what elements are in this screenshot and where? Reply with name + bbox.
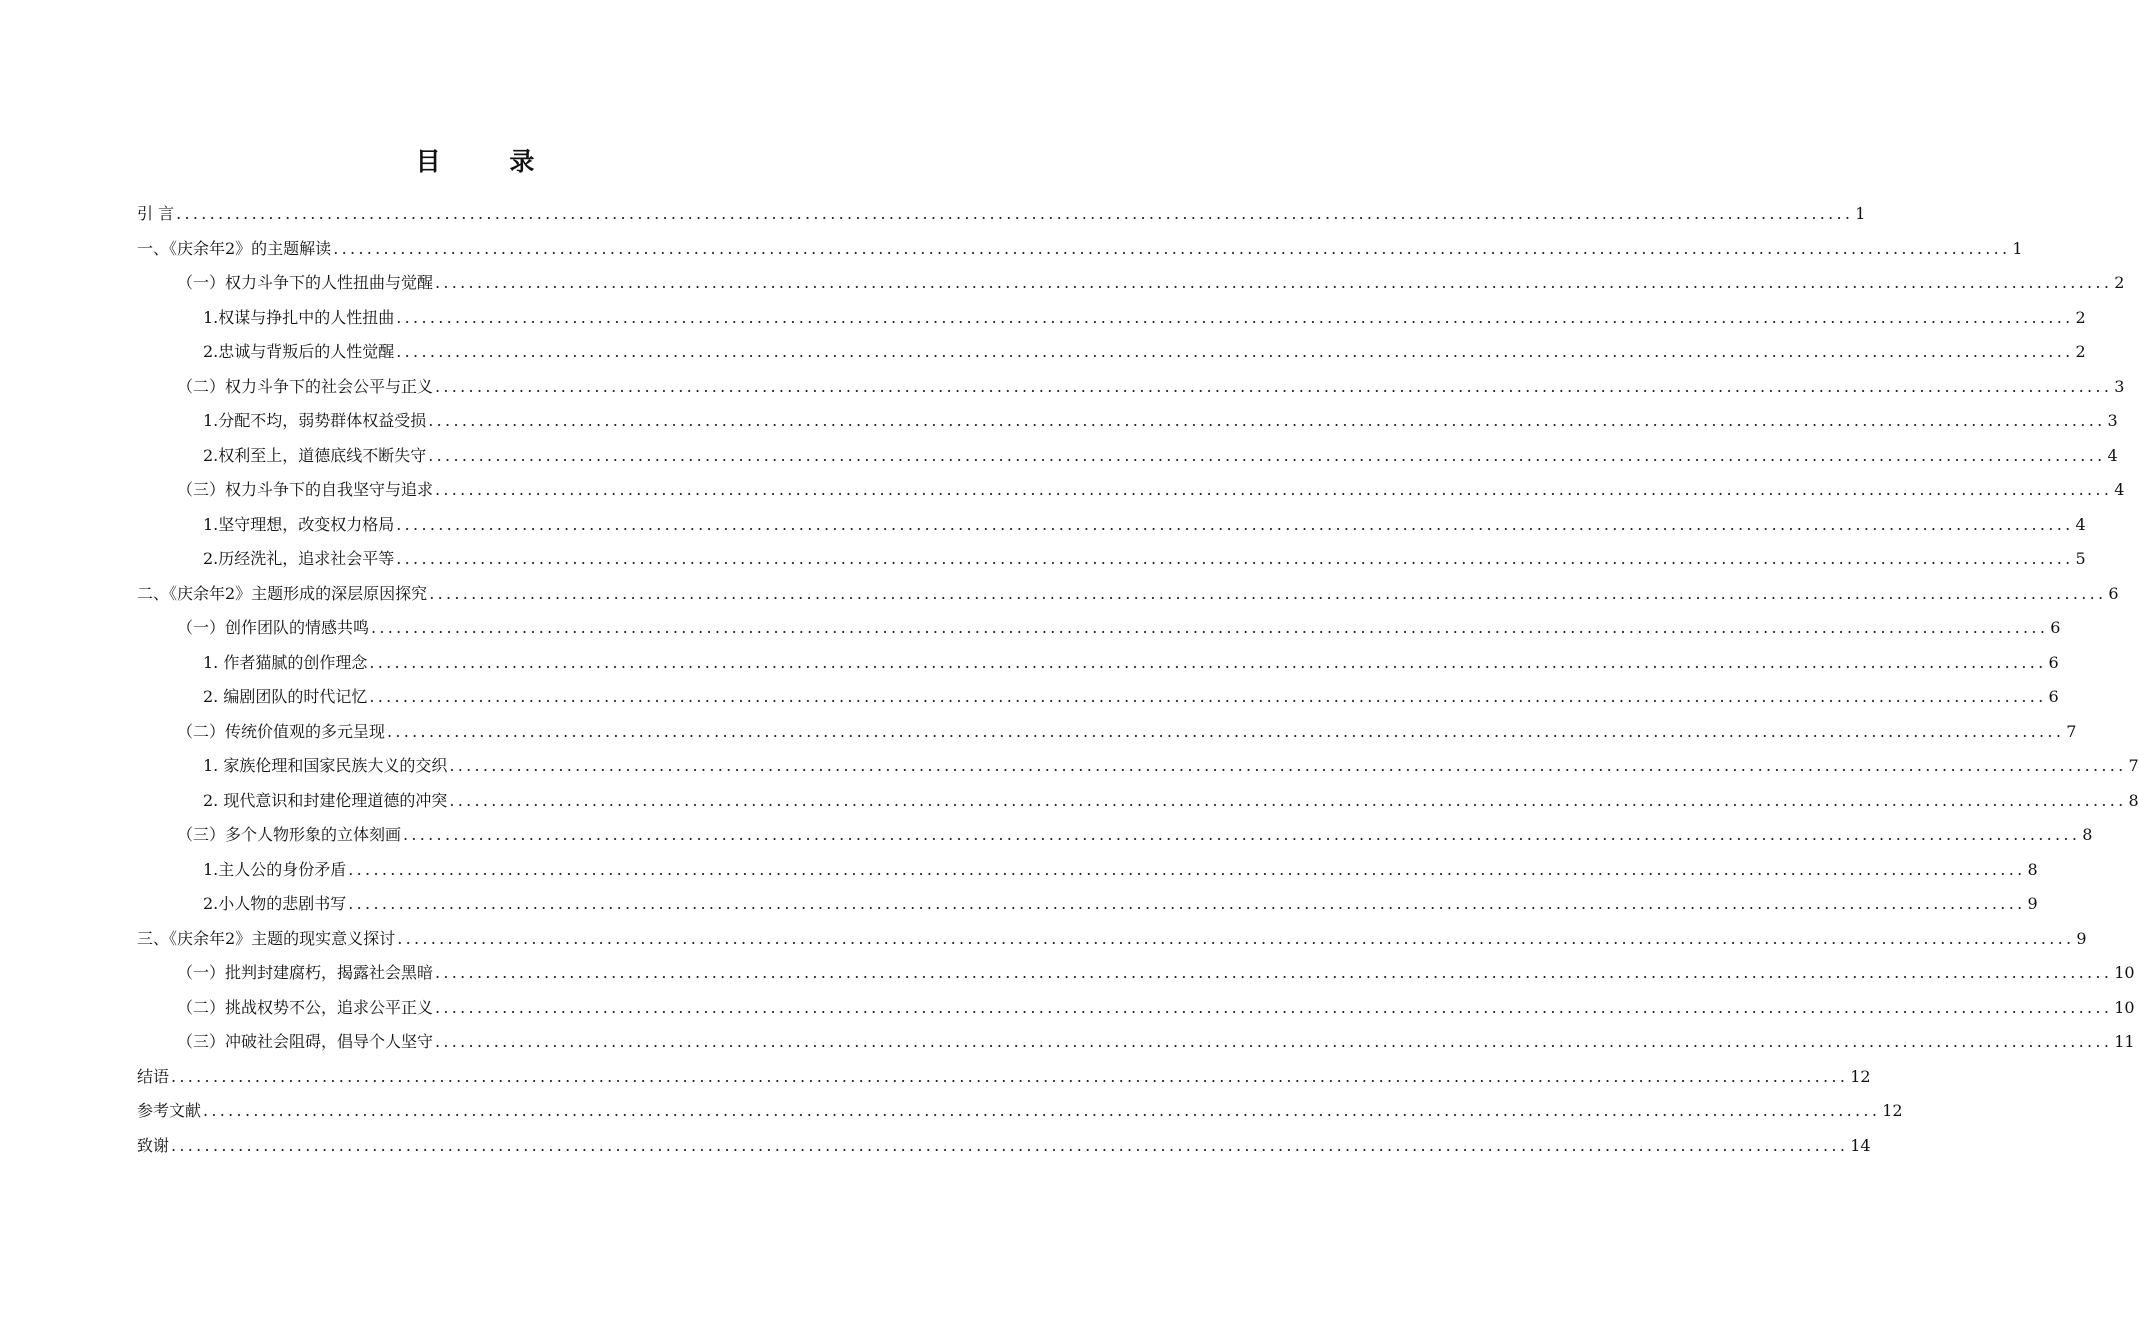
toc-entry[interactable] <box>137 784 2139 819</box>
toc-entry-label: 1.主人公的身份矛盾 <box>203 859 347 879</box>
toc-leader-dots: ........................................................................................................................................................................................................ <box>435 963 2113 982</box>
toc-leader-dots: ........................................................................................................................................................................................................ <box>171 1135 1849 1155</box>
toc-leader-dots: ........................................................................................................................................................................................................ <box>333 238 2011 258</box>
toc-entry-label: （二）挑战权势不公，追求公平正义 <box>177 997 434 1017</box>
toc-entry[interactable] <box>137 991 2135 1026</box>
toc-entry-label: 1.坚守理想，改变权力格局 <box>203 514 395 534</box>
toc-leader-dots: ........................................................................................................................................................................................................ <box>449 756 2127 775</box>
toc-leader-dots: ........................................................................................................................................................................................................ <box>387 721 2065 741</box>
toc-entry[interactable] <box>137 301 2086 336</box>
toc-leader-dots: ........................................................................................................................................................................................................ <box>435 273 2113 292</box>
toc-entry[interactable] <box>137 266 2125 301</box>
toc-entry[interactable] <box>137 577 2119 612</box>
toc-entry-label: 1.权谋与挣扎中的人性扭曲 <box>203 307 395 327</box>
toc-entry[interactable] <box>137 956 2135 991</box>
toc-leader-dots: ........................................................................................................................................................................................................ <box>435 997 2113 1017</box>
toc-entry-label: （二）权力斗争下的社会公平与正义 <box>177 376 434 396</box>
toc-entry-label: 1. 家族伦理和国家民族大义的交织 <box>203 756 448 775</box>
toc-entry-page-number: 5 <box>2075 549 2086 568</box>
toc-entry[interactable] <box>137 646 2059 681</box>
toc-entry-label: （一）创作团队的情感共鸣 <box>177 618 370 637</box>
toc-entry-label: 2.历经洗礼，追求社会平等 <box>203 549 395 568</box>
toc-entry-label: 参考文献 <box>137 1101 202 1120</box>
toc-entry[interactable] <box>137 749 2139 784</box>
toc-entry-page-number: 9 <box>2076 928 2087 948</box>
toc-entry-label: 三、《庆余年2》主题的现实意义探讨 <box>137 928 396 948</box>
toc-leader-dots: ........................................................................................................................................................................................................ <box>176 204 1854 223</box>
toc-leader-dots: ........................................................................................................................................................................................................ <box>449 790 2127 810</box>
toc-leader-dots: ........................................................................................................................................................................................................ <box>369 687 2047 706</box>
toc-leader-dots: ........................................................................................................................................................................................................ <box>203 1101 1881 1120</box>
toc-entry-label: （三）多个人物形象的立体刻画 <box>177 825 402 844</box>
toc-entry-page-number: 10 <box>2114 963 2135 982</box>
table-of-contents <box>137 197 2139 1163</box>
toc-entry-label: 2. 编剧团队的时代记忆 <box>203 687 368 706</box>
toc-entry[interactable] <box>137 508 2086 543</box>
toc-entry[interactable] <box>137 542 2086 577</box>
toc-leader-dots: ........................................................................................................................................................................................................ <box>171 1066 1849 1086</box>
toc-entry[interactable] <box>137 1094 1903 1129</box>
toc-leader-dots: ........................................................................................................................................................................................................ <box>396 307 2074 327</box>
toc-entry-label: （二）传统价值观的多元呈现 <box>177 721 386 741</box>
toc-entry[interactable] <box>137 680 2059 715</box>
toc-entry[interactable] <box>137 370 2125 405</box>
toc-leader-dots: ........................................................................................................................................................................................................ <box>371 618 2049 637</box>
toc-entry[interactable] <box>137 853 2038 888</box>
toc-entry[interactable] <box>137 232 2023 267</box>
toc-entry-page-number: 3 <box>2107 411 2118 430</box>
toc-entry-label: 二、《庆余年2》主题形成的深层原因探究 <box>137 583 428 603</box>
toc-leader-dots: ........................................................................................................................................................................................................ <box>397 928 2075 948</box>
toc-entry-page-number: 6 <box>2048 652 2059 672</box>
toc-entry[interactable] <box>137 715 2077 750</box>
toc-entry-page-number: 8 <box>2128 790 2139 810</box>
toc-leader-dots: ........................................................................................................................................................................................................ <box>396 549 2074 568</box>
toc-leader-dots: ........................................................................................................................................................................................................ <box>369 652 2047 672</box>
toc-entry[interactable] <box>137 439 2118 474</box>
toc-entry[interactable] <box>137 197 1866 232</box>
toc-entry-page-number: 2 <box>2075 307 2086 327</box>
toc-entry-page-number: 9 <box>2027 894 2038 913</box>
toc-entry[interactable] <box>137 818 2093 853</box>
toc-entry[interactable] <box>137 1025 2135 1060</box>
toc-entry-page-number: 1 <box>1855 204 1866 223</box>
toc-entry-page-number: 2 <box>2075 342 2086 361</box>
toc-entry-label: 2. 现代意识和封建伦理道德的冲突 <box>203 790 448 810</box>
toc-entry[interactable] <box>137 1060 1871 1095</box>
toc-entry-page-number: 6 <box>2108 583 2119 603</box>
toc-entry-label: （一）权力斗争下的人性扭曲与觉醒 <box>177 273 434 292</box>
toc-entry-label: 引 言 <box>137 204 175 223</box>
toc-entry-label: 致谢 <box>137 1135 170 1155</box>
toc-leader-dots: ........................................................................................................................................................................................................ <box>396 342 2074 361</box>
toc-entry-page-number: 7 <box>2066 721 2077 741</box>
toc-entry-page-number: 4 <box>2107 445 2118 465</box>
toc-entry[interactable] <box>137 611 2061 646</box>
toc-entry-page-number: 3 <box>2114 376 2125 396</box>
toc-leader-dots: ........................................................................................................................................................................................................ <box>435 480 2113 499</box>
toc-entry-page-number: 12 <box>1882 1101 1903 1120</box>
toc-entry-page-number: 4 <box>2114 480 2125 499</box>
toc-entry-page-number: 14 <box>1850 1135 1871 1155</box>
toc-entry-page-number: 11 <box>2114 1032 2135 1051</box>
toc-entry-label: 1. 作者猫腻的创作理念 <box>203 652 368 672</box>
toc-entry[interactable] <box>137 404 2118 439</box>
toc-leader-dots: ........................................................................................................................................................................................................ <box>428 411 2106 430</box>
toc-leader-dots: ........................................................................................................................................................................................................ <box>429 583 2107 603</box>
toc-entry-page-number: 12 <box>1850 1066 1871 1086</box>
toc-leader-dots: ........................................................................................................................................................................................................ <box>435 376 2113 396</box>
toc-leader-dots: ........................................................................................................................................................................................................ <box>403 825 2081 844</box>
toc-entry-page-number: 2 <box>2114 273 2125 292</box>
toc-entry-page-number: 6 <box>2050 618 2061 637</box>
toc-leader-dots: ........................................................................................................................................................................................................ <box>435 1032 2113 1051</box>
toc-entry-label: 2.小人物的悲剧书写 <box>203 894 347 913</box>
toc-leader-dots: ........................................................................................................................................................................................................ <box>396 514 2074 534</box>
toc-entry-label: 1.分配不均，弱势群体权益受损 <box>203 411 427 430</box>
toc-entry-page-number: 6 <box>2048 687 2059 706</box>
toc-entry-page-number: 4 <box>2075 514 2086 534</box>
toc-entry-label: 一、《庆余年2》的主题解读 <box>137 238 332 258</box>
toc-entry[interactable] <box>137 922 2087 957</box>
toc-entry-label: 2.权利至上，道德底线不断失守 <box>203 445 427 465</box>
toc-leader-dots: ........................................................................................................................................................................................................ <box>348 894 2026 913</box>
toc-entry[interactable] <box>137 1129 1871 1164</box>
toc-entry[interactable] <box>137 887 2038 922</box>
toc-entry-page-number: 8 <box>2027 859 2038 879</box>
toc-entry-label: （三）冲破社会阻碍，倡导个人坚守 <box>177 1032 434 1051</box>
toc-entry-label: （三）权力斗争下的自我坚守与追求 <box>177 480 434 499</box>
toc-entry-page-number: 1 <box>2012 238 2023 258</box>
toc-entry-page-number: 8 <box>2082 825 2093 844</box>
toc-entry-label: 结语 <box>137 1066 170 1086</box>
toc-entry-page-number: 10 <box>2114 997 2135 1017</box>
toc-entry[interactable] <box>137 335 2086 370</box>
toc-leader-dots: ........................................................................................................................................................................................................ <box>348 859 2026 879</box>
toc-leader-dots: ........................................................................................................................................................................................................ <box>428 445 2106 465</box>
toc-entry[interactable] <box>137 473 2125 508</box>
toc-entry-label: 2.忠诚与背叛后的人性觉醒 <box>203 342 395 361</box>
page-title: 目 录 <box>415 147 565 176</box>
toc-entry-label: （一）批判封建腐朽，揭露社会黑暗 <box>177 963 434 982</box>
toc-entry-page-number: 7 <box>2128 756 2139 775</box>
